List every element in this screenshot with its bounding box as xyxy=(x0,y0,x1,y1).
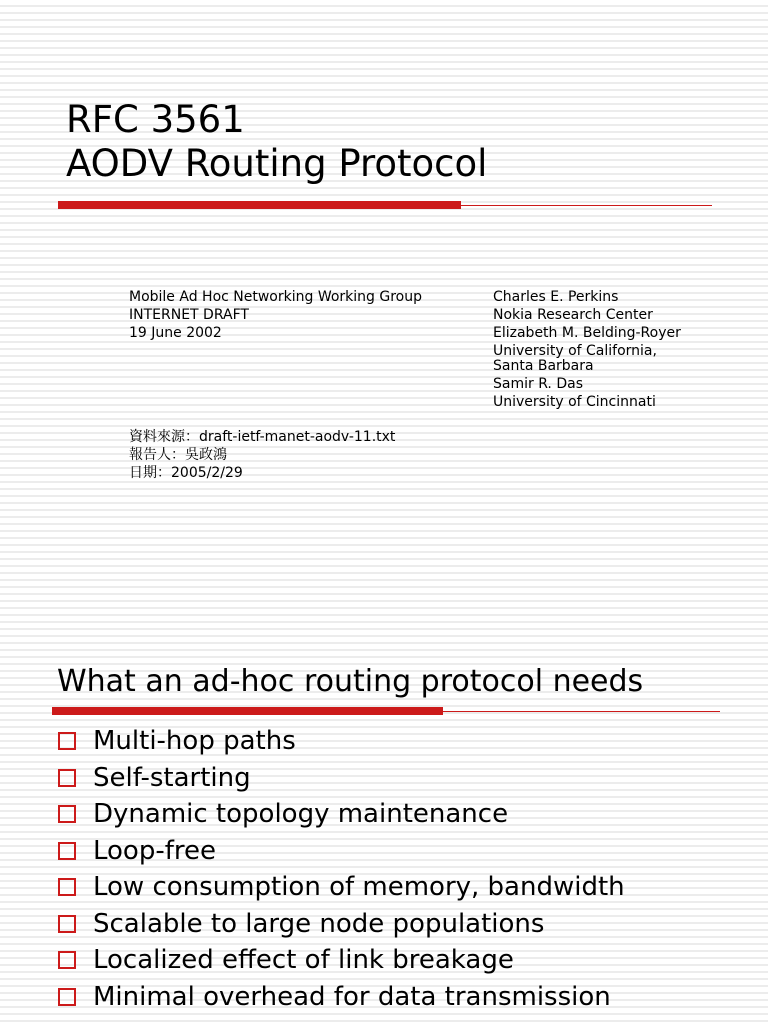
source-file: 資料來源：draft-ietf-manet-aodv-11.txt xyxy=(129,429,396,445)
list-item-text: Scalable to large node populations xyxy=(93,908,545,939)
slide-title-heading xyxy=(66,98,487,186)
list-item xyxy=(58,942,625,979)
requirements-divider xyxy=(52,711,720,712)
title-divider-thin xyxy=(461,205,712,206)
list-item-text: Dynamic topology maintenance xyxy=(93,799,509,830)
list-item xyxy=(58,979,625,1016)
title-divider-thick xyxy=(58,201,461,209)
title-line-rfc: RFC 3561 xyxy=(66,98,245,141)
report-source xyxy=(129,428,395,482)
author-das: Samir R. Das xyxy=(493,376,583,392)
list-item xyxy=(58,906,625,943)
list-item-text: Low consumption of memory, bandwidth xyxy=(93,872,625,903)
list-item-text: Self-starting xyxy=(93,762,251,793)
authors-info xyxy=(493,288,681,411)
list-item xyxy=(58,869,625,906)
hollow-square-icon xyxy=(58,951,76,969)
report-date: 日期：2005/2/29 xyxy=(129,465,243,481)
draft-date: 19 June 2002 xyxy=(129,325,222,341)
affiliation-nokia: Nokia Research Center xyxy=(493,307,653,323)
author-perkins: Charles E. Perkins xyxy=(493,289,619,305)
hollow-square-icon xyxy=(58,769,76,787)
requirements-title: What an ad-hoc routing protocol needs xyxy=(57,664,644,699)
affiliation-uc-line2: Santa Barbara xyxy=(493,358,594,374)
author-belding-royer: Elizabeth M. Belding-Royer xyxy=(493,325,681,341)
list-item-text: Minimal overhead for data transmission xyxy=(93,981,611,1012)
requirements-list xyxy=(58,723,625,1015)
title-line-aodv: AODV Routing Protocol xyxy=(66,142,488,185)
hollow-square-icon xyxy=(58,915,76,933)
hollow-square-icon xyxy=(58,732,76,750)
draft-type: INTERNET DRAFT xyxy=(129,307,249,323)
list-item xyxy=(58,833,625,870)
draft-info xyxy=(129,288,422,342)
affiliation-cincinnati: University of Cincinnati xyxy=(493,394,656,410)
title-divider xyxy=(58,205,712,206)
list-item-text: Loop-free xyxy=(93,835,216,866)
list-item xyxy=(58,723,625,760)
list-item-text: Multi-hop paths xyxy=(93,726,296,757)
hollow-square-icon xyxy=(58,805,76,823)
affiliation-uc-line1: University of California, xyxy=(493,343,657,359)
list-item xyxy=(58,760,625,797)
working-group: Mobile Ad Hoc Networking Working Group xyxy=(129,289,423,305)
hollow-square-icon xyxy=(58,878,76,896)
requirements-divider-thick xyxy=(52,707,443,715)
hollow-square-icon xyxy=(58,842,76,860)
reporter: 報告人：吳政鴻 xyxy=(129,447,227,463)
list-item xyxy=(58,796,625,833)
list-item-text: Localized effect of link breakage xyxy=(93,945,514,976)
requirements-divider-thin xyxy=(443,711,720,712)
hollow-square-icon xyxy=(58,988,76,1006)
